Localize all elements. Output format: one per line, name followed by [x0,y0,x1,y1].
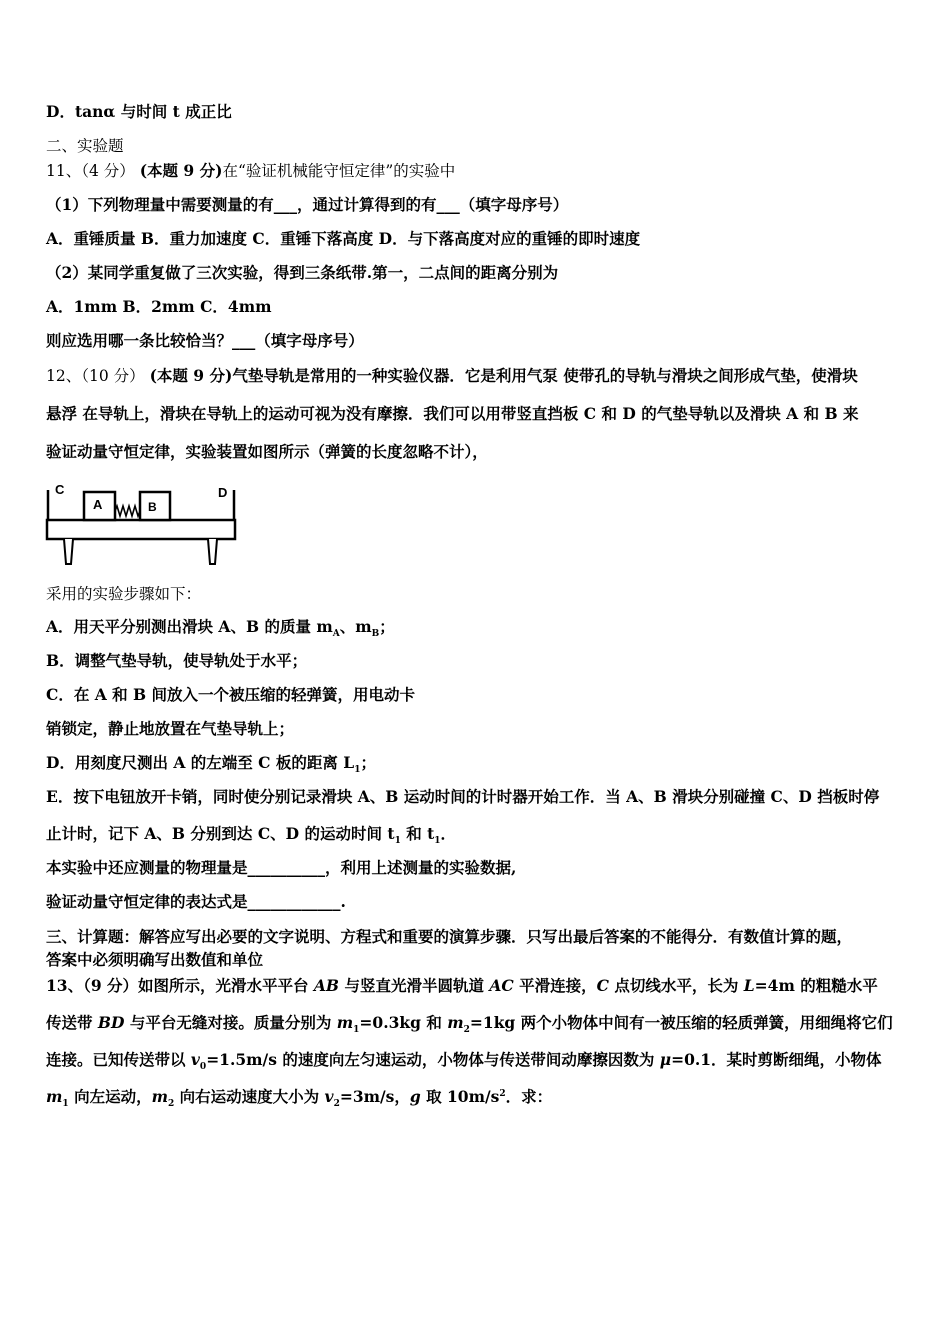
q12-step-c1: C．在 A 和 B 间放入一个被压缩的轻弹簧，用电动卡 [46,685,416,704]
q13-l: L [743,976,755,995]
q13-ac: AC [489,976,514,995]
q13-mu: μ [659,1050,672,1069]
q11-part2-question: 则应选用哪一条比较恰当？___（填字母序号） [46,331,364,350]
q11-part1-options: A．重锤质量 B．重力加速度 C．重锤下落高度 D．与下落高度对应的重锤的即时速度 [46,229,641,248]
q13-l4-c: =3m/s， [339,1087,410,1106]
q13-l3-a: =1.5m/s 的速度向左匀速运动，小物体与传送带间动摩擦因数为 [206,1050,660,1069]
q11-stem [46,161,455,181]
section3-line2: 答案中必须明确写出数值和单位 [46,950,264,969]
step-d-sub: 1 [354,765,361,776]
q13-l2-c: =1kg 两个小物体中间有一被压缩的轻质弹簧，用细绳将它们 [469,1013,893,1032]
q12-step-c2: 销锁定，静止地放置在气垫导轨上； [46,719,295,738]
label-b: B [148,500,157,514]
q13-l4-d: 取 10m/s [420,1087,500,1106]
q13-v2: v [324,1087,334,1106]
q13-v0: v [190,1050,200,1069]
q13-l1-d: 点切线水平，长为 [608,976,744,995]
q13-c: C [596,976,609,995]
q11-part2-options: A．1mm B．2mm C．4mm [46,297,272,316]
q13-l1-b: 平滑连接， [513,976,597,995]
q12-step-e1: E．按下电钮放开卡销，同时使分别记录滑块 A、B 运动时间的计时器开始工作．当 A、B 滑块分别碰撞 C、D 挡板时停 [46,787,880,806]
section3-line1: 三、计算题：解答应写出必要的文字说明、方程式和重要的演算步骤．只写出最后答案的不能得分．有数值计算的题， [46,927,853,946]
q13-l4-m1-sub: 1 [62,1099,69,1110]
q13-l4-m2-sub: 2 [167,1099,175,1110]
step-e2-sub2: 1 [434,836,441,847]
step-a-pre: A．用天平分别测出滑块 A、B 的质量 m [46,617,333,636]
q13-m1-sub: 1 [353,1025,360,1036]
q13-m2-sub: 2 [463,1025,470,1036]
step-a-sub1: A [332,629,340,640]
step-a-mid: 、m [339,617,372,636]
q13-l1-a: 与竖直光滑半圆轨道 [339,976,490,995]
step-e2-sub1: 1 [394,836,401,847]
step-a-sub2: B [371,629,380,640]
q13-l4-sup: 2 [499,1088,506,1099]
q12-blank1: 本实验中还应测量的物理量是__________，利用上述测量的实验数据, [46,858,517,877]
q12-step-a [46,617,395,640]
step-e2-post: ． [440,824,457,843]
step-a-post: ； [379,617,395,636]
q13-m2: m [447,1013,464,1032]
q13-v2-sub: 2 [333,1099,340,1110]
q11-stem-text: 在“验证机械能守恒定律”的实验中 [222,162,456,180]
q13-l4-b: 向右运动速度大小为 [174,1087,325,1106]
q13-l2-a: 与平台无缝对接。质量分别为 [124,1013,337,1032]
q13-l4-m1: m [46,1087,63,1106]
q12-line3: 验证动量守恒定律，实验装置如图所示（弹簧的长度忽略不计）， [46,442,488,461]
leg-right [208,539,217,564]
q13-l4-m2: m [151,1087,168,1106]
q13-line4 [46,1087,553,1110]
q13-line1 [46,976,878,996]
q12-line1 [46,366,858,386]
spring [115,506,140,516]
q11-part1: （1）下列物理量中需要测量的有___，通过计算得到的有___（填字母序号） [46,195,569,214]
q12-prefix: 12、（10 分） [46,367,150,385]
q13-g: g [409,1087,421,1106]
q13-m1: m [336,1013,354,1032]
section2-heading: 二、实验题 [46,137,124,155]
q12-blank2: 验证动量守恒定律的表达式是____________. [46,892,346,911]
step-e2-mid: 和 t [400,824,435,843]
q13-l3-b: =0.1．某时剪断细绳，小物体 [671,1050,882,1069]
q12-line2: 悬浮 在导轨上，滑块在导轨上的运动可视为没有摩擦．我们可以用带竖直挡板 C 和 D 的气垫导轨以及滑块 A 和 B 来 [46,404,859,423]
track [47,520,235,539]
q13-l4-a: 向左运动， [68,1087,152,1106]
q13-bd: BD [97,1013,125,1032]
q12-steps-intro: 采用的实验步骤如下： [46,585,202,603]
q11-part2: （2）某同学重复做了三次实验，得到三条纸带.第一，二点间的距离分别为 [46,263,559,282]
q12-step-e2 [46,824,457,847]
leg-left [64,539,73,564]
q13-l1-e: =4m 的粗糙水平 [754,976,878,995]
q13-line2 [46,1013,893,1036]
q13-l2-b: =0.3kg 和 [359,1013,448,1032]
q10-option-d: D．tanα 与时间 t 成正比 [46,102,232,121]
q13-l1-prefix: 13、（9 分）如图所示，光滑水平平台 [46,976,314,995]
label-a: A [93,497,103,512]
q13-l2-pre: 传送带 [46,1013,98,1032]
q11-tag: (本题 9 分) [139,161,223,180]
q13-v0-sub: 0 [199,1062,207,1073]
step-e2-pre: 止计时，记下 A、B 分别到达 C、D 的运动时间 t [46,824,395,843]
q12-line1-text: 气垫导轨是常用的一种实验仪器．它是利用气泵 使带孔的导轨与滑块之间形成气垫，使滑块 [232,366,858,385]
label-c: C [55,482,65,497]
q13-line3 [46,1050,882,1073]
step-d-pre: D．用刻度尺测出 A 的左端至 C 板的距离 L [46,753,355,772]
step-d-post: ； [360,753,376,772]
q13-l3-pre: 连接。已知传送带以 [46,1050,191,1069]
q11-prefix: 11、（4 分） [46,162,140,180]
q12-step-d [46,753,376,776]
q12-step-b: B．调整气垫导轨，使导轨处于水平； [46,651,308,670]
label-d: D [218,485,228,500]
q13-l4-e: ．求： [505,1087,553,1106]
q13-ab: AB [313,976,340,995]
air-track-apparatus-figure [44,480,244,570]
q12-tag: (本题 9 分) [149,366,233,385]
